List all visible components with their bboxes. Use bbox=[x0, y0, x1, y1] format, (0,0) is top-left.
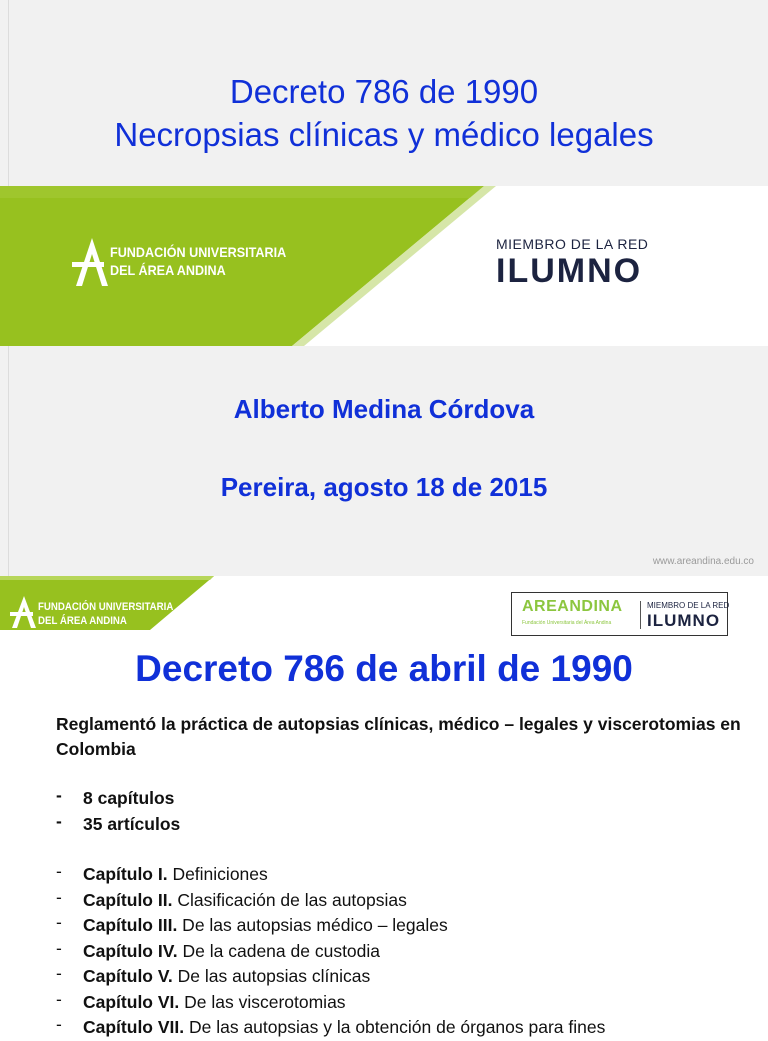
list-item bbox=[56, 990, 605, 1016]
author-name: Alberto Medina Córdova bbox=[233, 394, 535, 424]
areandina-subtitle: Fundación Universitaria del Área Andina bbox=[522, 620, 612, 626]
bullet-dash: - bbox=[56, 861, 62, 881]
chapter-text: De las autopsias y la obtención de órganos para fines bbox=[184, 1017, 606, 1037]
chapter-text: De la cadena de custodia bbox=[177, 940, 381, 961]
title-line-1: Decreto 786 de 1990 bbox=[229, 73, 539, 110]
bullet-dash: - bbox=[56, 810, 62, 831]
chapter-label: Capítulo VII. bbox=[83, 1017, 185, 1037]
ilumno-member-text: MIEMBRO DE LA RED bbox=[496, 236, 649, 252]
chapter-label: Capítulo II. bbox=[83, 889, 173, 910]
ilumno-wordmark: ILUMNO bbox=[647, 611, 721, 630]
chapter-text: De las autopsias médico – legales bbox=[177, 915, 448, 935]
logo-text-line-2: DEL ÁREA ANDINA bbox=[110, 262, 226, 278]
list-item-text: 35 artículos bbox=[83, 813, 181, 834]
areandina-logo bbox=[72, 236, 312, 288]
list-item bbox=[56, 939, 605, 965]
areandina-ilumno-badge bbox=[511, 592, 728, 636]
chapter-label: Capítulo VI. bbox=[83, 991, 180, 1012]
chapter-text: De las autopsias clínicas bbox=[172, 966, 371, 986]
chapter-list bbox=[56, 862, 605, 1041]
bullet-dash: - bbox=[56, 886, 62, 907]
presentation-date: Pereira, agosto 18 de 2015 bbox=[220, 472, 548, 502]
slide-title: Decreto 786 de abril de 1990 bbox=[135, 648, 633, 689]
chapter-label: Capítulo IV. bbox=[83, 940, 178, 961]
website-url: www.areandina.edu.co bbox=[652, 556, 754, 567]
list-item-text: 8 capítulos bbox=[83, 788, 175, 808]
ilumno-wordmark: ILUMNO bbox=[496, 252, 643, 290]
logo-text bbox=[110, 243, 286, 279]
logo-text bbox=[38, 600, 173, 628]
chapter-label: Capítulo V. bbox=[83, 966, 173, 986]
chapter-label: Capítulo I. bbox=[83, 864, 168, 884]
chapter-text: Clasificación de las autopsias bbox=[172, 889, 407, 910]
list-item bbox=[56, 862, 605, 888]
list-item bbox=[56, 913, 605, 939]
slide-title bbox=[0, 70, 768, 156]
bullet-dash: - bbox=[56, 912, 62, 932]
ilumno-member-text: MIEMBRO DE LA RED bbox=[647, 601, 730, 610]
areandina-a-icon bbox=[10, 594, 38, 630]
list-item bbox=[56, 786, 180, 812]
bullet-dash: - bbox=[56, 1014, 62, 1034]
chapter-text: De las viscerotomias bbox=[179, 991, 346, 1012]
logo-text-line-1: FUNDACIÓN UNIVERSITARIA bbox=[38, 601, 174, 613]
summary-list bbox=[56, 786, 180, 837]
bullet-dash: - bbox=[56, 937, 62, 958]
ilumno-logo bbox=[496, 236, 648, 290]
areandina-wordmark: AREANDINA bbox=[522, 598, 623, 615]
bullet-dash: - bbox=[56, 963, 62, 983]
logo-text-line-1: FUNDACIÓN UNIVERSITARIA bbox=[110, 244, 287, 260]
list-item bbox=[56, 812, 180, 838]
areandina-logo-small bbox=[10, 594, 190, 634]
areandina-a-icon bbox=[72, 236, 112, 288]
badge-divider bbox=[640, 601, 641, 629]
list-item bbox=[56, 964, 605, 990]
content-slide bbox=[0, 576, 768, 1037]
list-item bbox=[56, 1015, 605, 1041]
logo-text-line-2: DEL ÁREA ANDINA bbox=[38, 615, 127, 627]
intro-paragraph: Reglamentó la práctica de autopsias clínicas, médico – legales y viscerotomias en Colombia bbox=[56, 714, 741, 759]
chapter-label: Capítulo III. bbox=[83, 915, 178, 935]
list-item bbox=[56, 888, 605, 914]
chapter-text: Definiciones bbox=[167, 864, 268, 884]
bullet-dash: - bbox=[56, 785, 62, 805]
bullet-dash: - bbox=[56, 988, 62, 1009]
title-line-2: Necropsias clínicas y médico legales bbox=[114, 116, 654, 153]
